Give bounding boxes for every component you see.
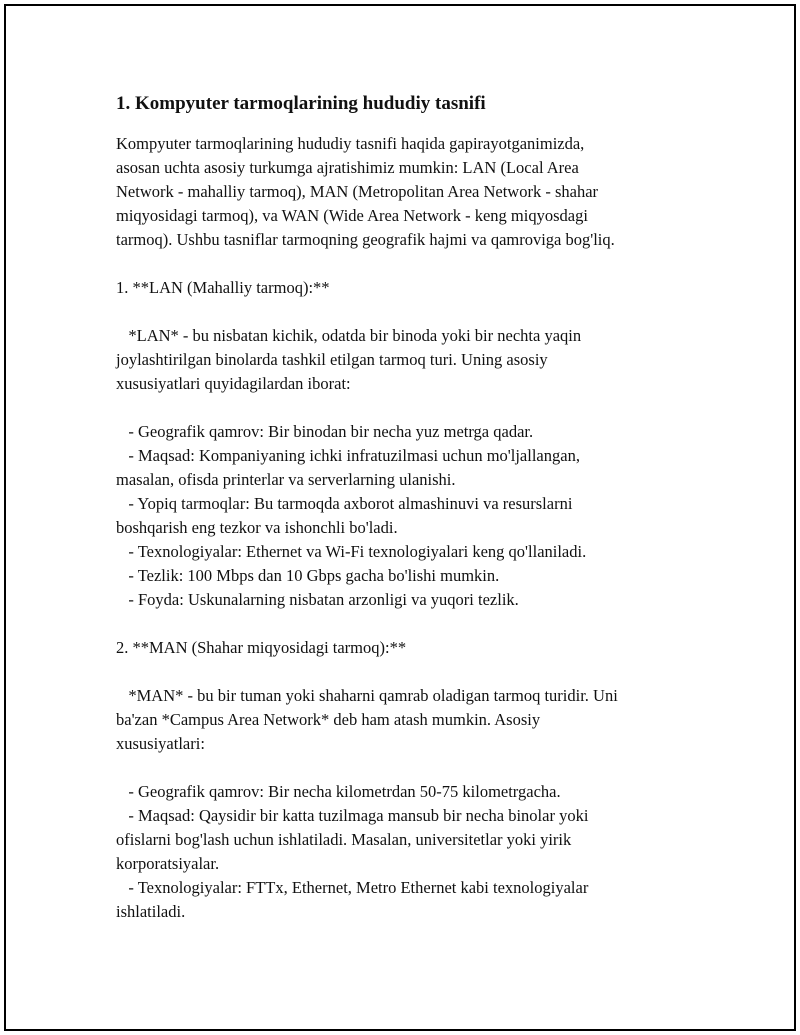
lan-feature-line: - Texnologiyalar: Ethernet va Wi-Fi texnologiyalari keng qo'llaniladi. [116,542,587,561]
man-feature-line: ishlatiladi. [116,902,186,921]
intro-line: Network - mahalliy tarmoq), MAN (Metropolitan Area Network - shahar [116,182,599,201]
lan-feature-line: - Geografik qamrov: Bir binodan bir necha yuz metrga qadar. [116,422,534,441]
intro-line: miqyosidagi tarmoq), va WAN (Wide Area Network - keng miqyosdagi [116,206,588,225]
spacer [116,612,696,636]
intro-line: asosan uchta asosiy turkumga ajratishimiz mumkin: LAN (Local Area [116,158,579,177]
lan-feature-line: masalan, ofisda printerlar va serverlarning ulanishi. [116,470,456,489]
man-feature-line: - Maqsad: Qaysidir bir katta tuzilmaga mansub bir necha binolar yoki [116,806,589,825]
lan-description-line: joylashtirilgan binolarda tashkil etilgan tarmoq turi. Uning asosiy [116,350,548,369]
spacer [116,756,696,780]
man-description-line: xususiyatlari: [116,734,205,753]
lan-feature-line: - Tezlik: 100 Mbps dan 10 Gbps gacha bo'lishi mumkin. [116,566,500,585]
man-description-line: *MAN* - bu bir tuman yoki shaharni qamrab oladigan tarmoq turidir. Uni [116,686,618,705]
man-heading: 2. **MAN (Shahar miqyosidagi tarmoq):** [116,638,407,657]
document-body [116,92,696,924]
man-feature-line: korporatsiyalar. [116,854,220,873]
spacer [116,252,696,276]
man-feature-line: - Texnologiyalar: FTTx, Ethernet, Metro Ethernet kabi texnologiyalar [116,878,589,897]
man-feature-line: ofislarni bog'lash uchun ishlatiladi. Masalan, universitetlar yoki yirik [116,830,572,849]
spacer [116,396,696,420]
man-section [116,636,696,924]
intro-paragraph [116,132,696,252]
spacer [116,660,696,684]
man-description-line: ba'zan *Campus Area Network* deb ham atash mumkin. Asosiy [116,710,541,729]
spacer [116,300,696,324]
lan-description-line: xususiyatlari quyidagilardan iborat: [116,374,351,393]
lan-feature-line: - Foyda: Uskunalarning nisbatan arzonligi va yuqori tezlik. [116,590,519,609]
lan-feature-line: boshqarish eng tezkor va ishonchli bo'ladi. [116,518,398,537]
lan-description-line: *LAN* - bu nisbatan kichik, odatda bir binoda yoki bir nechta yaqin [116,326,582,345]
intro-line: Kompyuter tarmoqlarining hududiy tasnifi haqida gapirayotganimizda, [116,134,585,153]
document-title: 1. Kompyuter tarmoqlarining hududiy tasnifi [116,93,486,114]
lan-section [116,276,696,612]
lan-feature-line: - Maqsad: Kompaniyaning ichki infratuzilmasi uchun mo'ljallangan, [116,446,580,465]
lan-heading: 1. **LAN (Mahalliy tarmoq):** [116,278,330,297]
intro-line: tarmoq). Ushbu tasniflar tarmoqning geografik hajmi va qamroviga bog'liq. [116,230,615,249]
lan-feature-line: - Yopiq tarmoqlar: Bu tarmoqda axborot almashinuvi va resurslarni [116,494,573,513]
man-feature-line: - Geografik qamrov: Bir necha kilometrdan 50-75 kilometrgacha. [116,782,561,801]
